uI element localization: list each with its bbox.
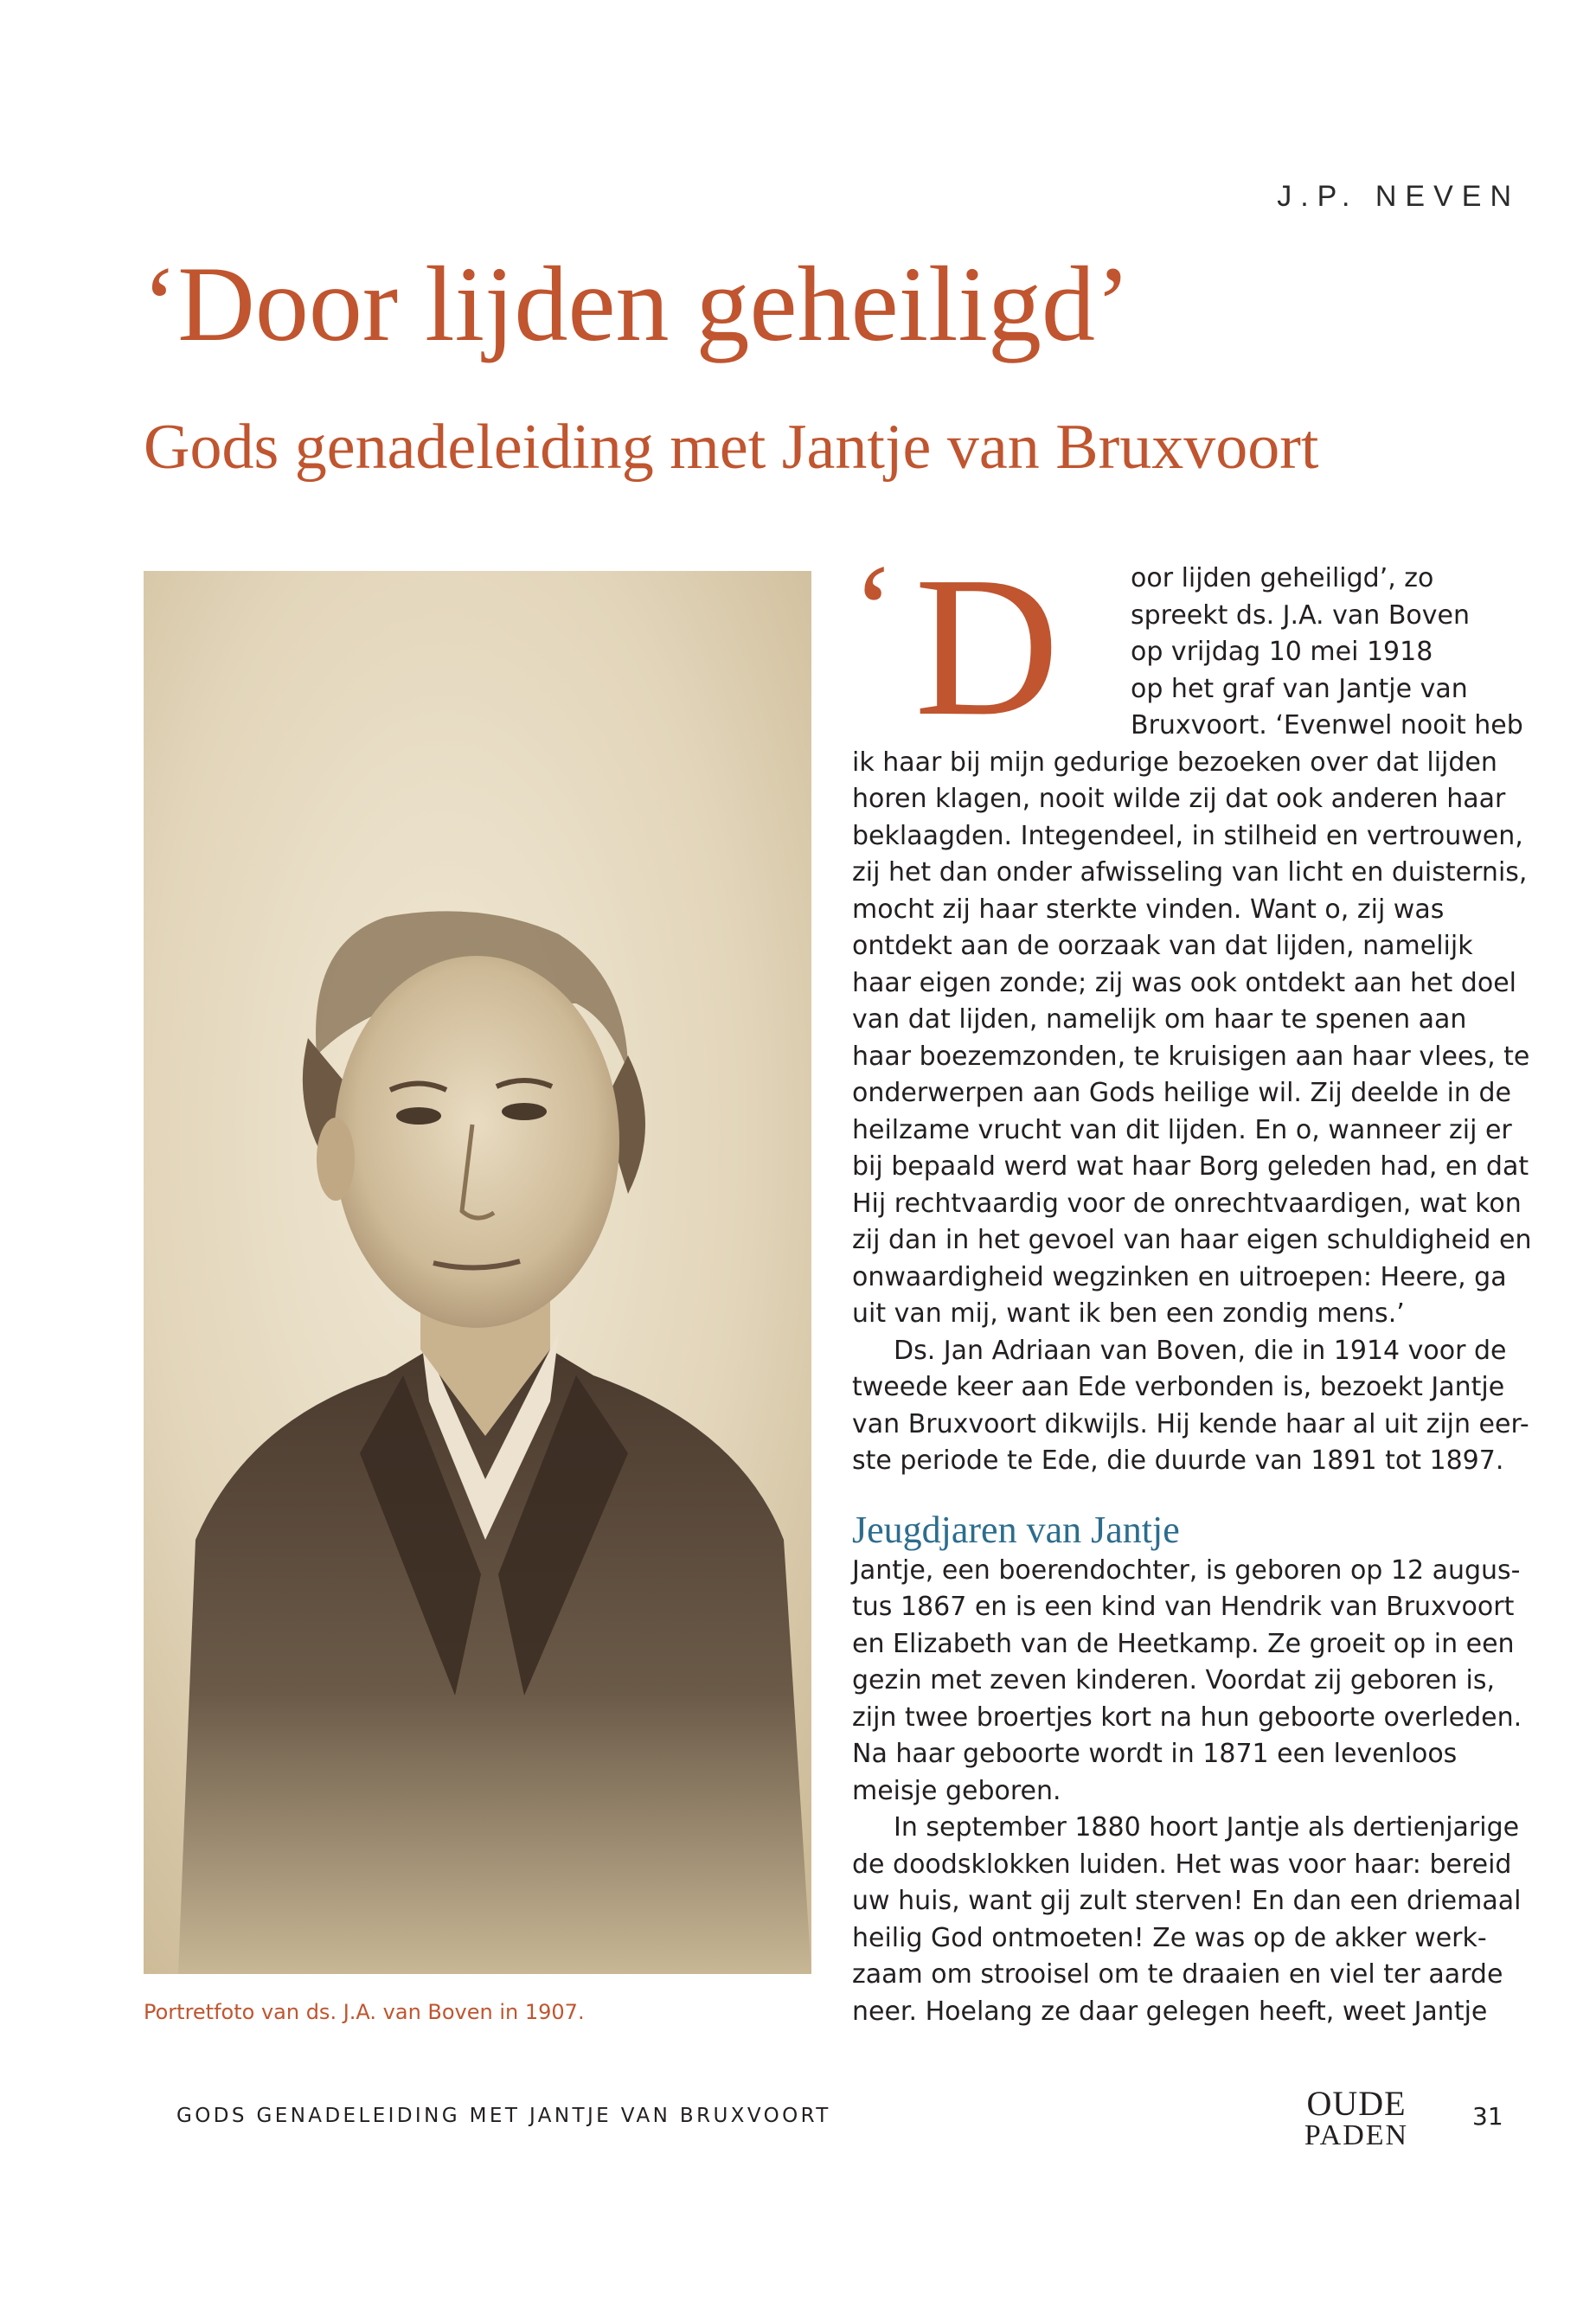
text-line: haar boezemzonden, te kruisigen aan haar vlees, te [852,1041,1530,1072]
drop-cap-letter: D [914,535,1060,758]
article-title: ‘Door lijden geheiligd’ [142,245,1131,363]
text-line: heilzame vrucht van dit lijden. En o, wanneer zij er [852,1114,1512,1145]
text-line: ik haar bij mijn gedurige bezoeken over dat lijden [852,747,1497,778]
logo-line-2: PADEN [1304,2119,1409,2151]
text-line: zijn twee broertjes kort na hun geboorte overleden. [852,1702,1522,1733]
text-line: van dat lijden, namelijk om haar te spenen aan [852,1004,1467,1035]
text-line: spreekt ds. J.A. van Boven [1131,599,1470,631]
text-line: ste periode te Ede, die duurde van 1891 tot 1897. [852,1445,1504,1476]
section-spacer [852,1480,1518,1508]
text-line: uw huis, want gij zult sterven! En dan een driemaal [852,1886,1522,1916]
photo-caption: Portretfoto van ds. J.A. van Boven in 1907. [144,2000,585,2024]
text-line: bij bepaald werd wat haar Borg geleden had, en dat [852,1151,1529,1182]
page-number: 31 [1472,2102,1503,2131]
paragraph-3 [852,1553,1522,1811]
section-heading: Jeugdjaren van Jantje [852,1508,1180,1551]
text-line: Hij rechtvaardig voor de onrechtvaardigen, wat kon [852,1188,1522,1219]
text-line: heilig God ontmoeten! Ze was op de akker werk- [852,1922,1487,1953]
text-line: haar eigen zonde; zij was ook ontdekt aan het doel [852,967,1516,998]
text-line: onwaardigheid wegzinken en uitroepen: Heere, ga [852,1261,1507,1292]
drop-cap [852,535,1120,758]
text-line: Na haar geboorte wordt in 1871 een levenloos [852,1739,1458,1769]
text-line: onderwerpen aan Gods heilige wil. Zij deelde in de [852,1078,1511,1108]
text-line: van Bruxvoort dikwijls. Hij kende haar al uit zijn eer- [852,1408,1529,1439]
author-name: J.P. NEVEN [1277,180,1520,213]
text-line: meisje geboren. [852,1775,1061,1806]
text-line: op het graf van Jantje van [1131,673,1468,704]
text-line: tweede keer aan Ede verbonden is, bezoekt Jantje [852,1372,1505,1402]
text-line: mocht zij haar sterkte vinden. Want o, zij was [852,894,1445,925]
text-line: zij het dan onder afwisseling van licht en duisternis, [852,857,1528,888]
drop-cap-quote: ‘ [852,538,895,682]
text-line: zij dan in het gevoel van haar eigen schuldigheid en [852,1225,1532,1255]
text-line: op vrijdag 10 mei 1918 [1131,637,1433,667]
text-line: Ds. Jan Adriaan van Boven, die in 1914 voor de [894,1335,1507,1366]
logo-line-1: OUDE [1306,2084,1407,2123]
text-line: ontdekt aan de oorzaak van dat lijden, namelijk [852,931,1473,961]
portrait-photo [144,571,811,1974]
text-line: neer. Hoelang ze daar gelegen heeft, weet Jantje [852,1996,1488,2027]
text-line: horen klagen, nooit wilde zij dat ook anderen haar [852,784,1506,814]
text-line: gezin met zeven kinderen. Voordat zij geboren is, [852,1665,1495,1695]
text-line: en Elizabeth van de Heetkamp. Ze groeit op in een [852,1628,1515,1659]
text-line: tus 1867 en is een kind van Hendrik van Bruxvoort [852,1592,1515,1622]
text-line: In september 1880 hoort Jantje als dertienjarige [894,1812,1520,1843]
article-body [852,535,1532,2031]
paragraph-2 [852,1333,1529,1480]
magazine-logo [1287,2086,1426,2164]
running-footer-title: GODS GENADELEIDING MET JANTJE VAN BRUXVOORT [176,2105,831,2127]
text-line: zaam om strooisel om te draaien en viel ter aarde [852,1959,1503,1990]
text-line: Jantje, een boerendochter, is geboren op 12 augus- [852,1554,1521,1586]
paragraph-4 [852,1810,1522,2030]
text-line: Bruxvoort. ‘Evenwel nooit heb [1131,710,1523,740]
text-line: oor lijden geheiligd’, zo [1131,563,1434,593]
text-line: beklaagden. Integendeel, in stilheid en vertrouwen, [852,820,1523,851]
article-subtitle: Gods genadeleiding met Jantje van Bruxvoort [144,412,1319,483]
text-line: uit van mij, want ik ben een zondig mens.’ [852,1298,1405,1329]
text-line: de doodsklokken luiden. Het was voor haar: bereid [852,1849,1512,1880]
